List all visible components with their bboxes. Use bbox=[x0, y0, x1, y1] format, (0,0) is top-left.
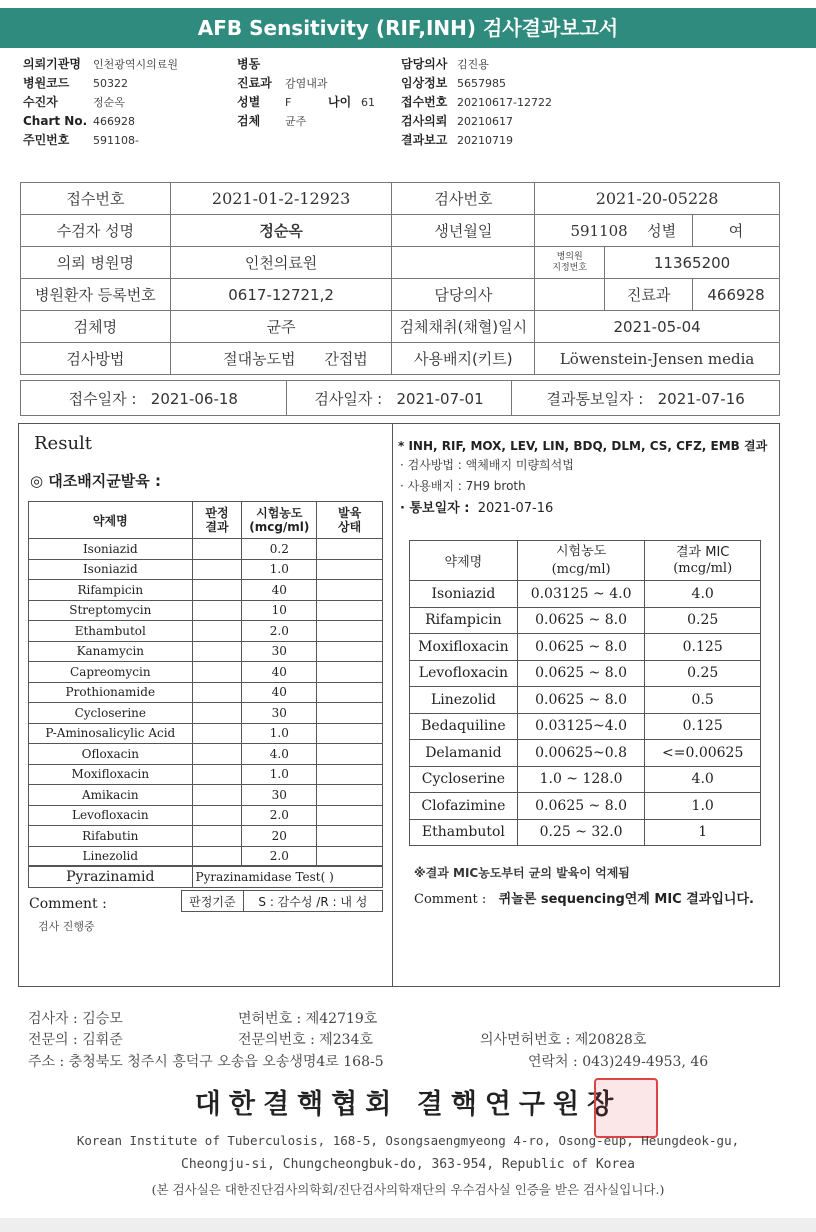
pza-label: Pyrazinamid bbox=[29, 866, 193, 888]
table-row bbox=[29, 846, 383, 867]
reg-no-label: 접수번호 bbox=[21, 183, 171, 215]
judgement bbox=[192, 703, 242, 724]
table-row bbox=[410, 660, 761, 687]
concentration: 1.0 bbox=[242, 559, 317, 580]
specimen-label: 검체명 bbox=[21, 311, 171, 343]
drug-name: Ofloxacin bbox=[29, 744, 193, 765]
judgement bbox=[192, 744, 242, 765]
mic-drug-name: Levofloxacin bbox=[410, 660, 518, 687]
judgement bbox=[192, 764, 242, 785]
license-no: 면허번호 : 제42719호 bbox=[238, 1011, 378, 1027]
judgement bbox=[192, 682, 242, 703]
date-row bbox=[20, 380, 780, 416]
judgement bbox=[192, 805, 242, 826]
drug-name: Amikacin bbox=[29, 785, 193, 806]
concentration: 40 bbox=[242, 580, 317, 601]
mic-notify: · 통보일자 : 2021-07-16 bbox=[400, 501, 554, 516]
eng-address-1: Korean Institute of Tuberculosis, 168-5, Osongsaengmyeong 4-ro, Osong-eup, Heungdeok-gu, bbox=[76, 1133, 740, 1148]
criteria-value: S : 감수성 /R : 내 성 bbox=[243, 891, 382, 912]
table-row bbox=[410, 766, 761, 793]
mic-result: <=0.00625 bbox=[645, 740, 761, 767]
concentration: 40 bbox=[242, 662, 317, 683]
notify-date: 결과통보일자 : 2021-07-16 bbox=[512, 381, 780, 416]
mic-heading: * INH, RIF, MOX, LEV, LIN, BDQ, DLM, CS, CFZ, EMB 결과 bbox=[398, 439, 768, 453]
concentration: 1.0 bbox=[242, 723, 317, 744]
table-row bbox=[29, 559, 383, 580]
header-col1: 의뢰기관명 인천광역시의료원 병원코드 50322 수진자 정순옥 Chart No. 466928 주민번호 591108- bbox=[23, 57, 179, 147]
concentration: 2.0 bbox=[242, 805, 317, 826]
concentration: 40 bbox=[242, 682, 317, 703]
mic-drug-name: Isoniazid bbox=[410, 581, 518, 608]
comment-label: Comment : bbox=[29, 896, 107, 912]
table-row bbox=[410, 581, 761, 608]
contact: 연락처 : 043)249-4953, 46 bbox=[528, 1054, 709, 1070]
judgement bbox=[192, 580, 242, 601]
mic-result: 0.25 bbox=[645, 607, 761, 634]
mic-drug-name: Rifampicin bbox=[410, 607, 518, 634]
mic-range: 0.03125 ~ 4.0 bbox=[517, 581, 645, 608]
concentration: 2.0 bbox=[242, 846, 317, 867]
patient-name: 정순옥 bbox=[170, 215, 392, 247]
mic-result: 0.25 bbox=[645, 660, 761, 687]
table-row bbox=[29, 580, 383, 601]
hospital-name: 인천의료원 bbox=[170, 247, 392, 279]
growth bbox=[317, 662, 383, 683]
mic-col-range: 시험농도 (mcg/ml) bbox=[517, 541, 645, 581]
col-growth: 발육 상태 bbox=[317, 502, 383, 539]
patient-label: 수검자 성명 bbox=[21, 215, 171, 247]
growth bbox=[317, 764, 383, 785]
table-row bbox=[29, 723, 383, 744]
table-row bbox=[29, 764, 383, 785]
drug-name: Moxifloxacin bbox=[29, 764, 193, 785]
drug-name: Isoniazid bbox=[29, 539, 193, 560]
growth bbox=[317, 785, 383, 806]
judgement bbox=[192, 559, 242, 580]
table-row bbox=[410, 793, 761, 820]
mic-medium: · 사용배지 : 7H9 broth bbox=[400, 479, 526, 493]
org-name: 대한결핵협회 결핵연구원장 bbox=[194, 1089, 622, 1120]
concentration: 30 bbox=[242, 785, 317, 806]
mic-range: 0.0625 ~ 8.0 bbox=[517, 687, 645, 714]
growth bbox=[317, 641, 383, 662]
hospital-label: 의뢰 병원명 bbox=[21, 247, 171, 279]
reg-patient: 0617-12721,2 bbox=[170, 279, 392, 311]
dob: 591108 성별 bbox=[535, 215, 693, 247]
recv-date: 접수일자 : 2021-06-18 bbox=[21, 381, 287, 416]
col-drug: 약제명 bbox=[29, 502, 193, 539]
concentration: 30 bbox=[242, 641, 317, 662]
growth bbox=[317, 826, 383, 847]
doctor-label: 담당의사 bbox=[392, 279, 535, 311]
mic-drug-name: Clofazimine bbox=[410, 793, 518, 820]
table-row bbox=[29, 682, 383, 703]
mic-range: 0.0625 ~ 8.0 bbox=[517, 793, 645, 820]
official-seal bbox=[594, 1078, 658, 1138]
test-no: 2021-20-05228 bbox=[535, 183, 780, 215]
concentration: 20 bbox=[242, 826, 317, 847]
mic-range: 1.0 ~ 128.0 bbox=[517, 766, 645, 793]
mic-range: 0.03125~4.0 bbox=[517, 713, 645, 740]
table-row bbox=[29, 703, 383, 724]
mic-drug-name: Ethambutol bbox=[410, 819, 518, 846]
eng-address-2: Cheongju-si, Chungcheongbuk-do, 363-954, Republic of Korea bbox=[181, 1157, 635, 1172]
mic-table bbox=[409, 540, 761, 846]
judgement bbox=[192, 539, 242, 560]
concentration: 4.0 bbox=[242, 744, 317, 765]
specimen-info-table bbox=[20, 182, 780, 375]
table-row bbox=[410, 607, 761, 634]
mic-range: 0.00625~0.8 bbox=[517, 740, 645, 767]
mic-range: 0.0625 ~ 8.0 bbox=[517, 607, 645, 634]
drug-name: Isoniazid bbox=[29, 559, 193, 580]
table-row bbox=[29, 826, 383, 847]
table-row bbox=[29, 641, 383, 662]
hosp-code-label-cell: 병의원 지정번호 bbox=[535, 247, 605, 279]
drug-name: Rifampicin bbox=[29, 580, 193, 601]
mic-col-drug: 약제명 bbox=[410, 541, 518, 581]
concentration: 1.0 bbox=[242, 764, 317, 785]
header-col3: 담당의사 김진용 임상정보 5657985 접수번호 20210617-12722 검사의뢰 20210617 결과보고 20210719 bbox=[401, 57, 552, 147]
col-judgement: 판정 결과 bbox=[192, 502, 242, 539]
judgement bbox=[192, 662, 242, 683]
mic-result: 0.125 bbox=[645, 634, 761, 661]
mic-drug-name: Cycloserine bbox=[410, 766, 518, 793]
drug-name: P-Aminosalicylic Acid bbox=[29, 723, 193, 744]
judgement bbox=[192, 641, 242, 662]
concentration: 10 bbox=[242, 600, 317, 621]
test-no-label: 검사번호 bbox=[392, 183, 535, 215]
sensitivity-table bbox=[28, 501, 383, 867]
mic-method: · 검사방법 : 액체배지 미량희석법 bbox=[400, 458, 574, 472]
concentration: 0.2 bbox=[242, 539, 317, 560]
mic-drug-name: Linezolid bbox=[410, 687, 518, 714]
hosp-code: 11365200 bbox=[605, 247, 780, 279]
sex: 여 bbox=[693, 215, 780, 247]
mic-drug-name: Delamanid bbox=[410, 740, 518, 767]
criteria-label: 판정기준 bbox=[182, 891, 244, 912]
hosp-code-label bbox=[392, 247, 535, 279]
control-growth: ◎ 대조배지균발육 : bbox=[30, 472, 161, 490]
mic-range: 0.0625 ~ 8.0 bbox=[517, 660, 645, 687]
mic-result: 0.125 bbox=[645, 713, 761, 740]
drug-name: Cycloserine bbox=[29, 703, 193, 724]
growth bbox=[317, 805, 383, 826]
table-row bbox=[29, 662, 383, 683]
table-row bbox=[410, 819, 761, 846]
mic-result: 1 bbox=[645, 819, 761, 846]
pza-value: Pyrazinamidase Test( ) bbox=[192, 866, 382, 888]
method: 절대농도법 간접법 bbox=[170, 343, 392, 375]
reg-patient-label: 병원환자 등록번호 bbox=[21, 279, 171, 311]
collect-date: 2021-05-04 bbox=[535, 311, 780, 343]
drug-name: Linezolid bbox=[29, 846, 193, 867]
dept: 466928 bbox=[693, 279, 780, 311]
growth bbox=[317, 580, 383, 601]
growth bbox=[317, 539, 383, 560]
table-row bbox=[29, 805, 383, 826]
method-label: 검사방법 bbox=[21, 343, 171, 375]
examiner: 검사자 : 김승모 bbox=[28, 1011, 123, 1027]
doctor bbox=[535, 279, 605, 311]
mic-comment: Comment : 퀴놀론 sequencing연계 MIC 결과입니다. bbox=[414, 892, 754, 907]
doctor-license-no: 의사면허번호 : 제20828호 bbox=[480, 1032, 647, 1048]
judgement bbox=[192, 785, 242, 806]
medium: Löwenstein-Jensen media bbox=[535, 343, 780, 375]
criteria bbox=[181, 890, 383, 912]
mic-note: ※결과 MIC농도부터 균의 발육이 억제됨 bbox=[414, 866, 630, 880]
drug-name: Streptomycin bbox=[29, 600, 193, 621]
concentration: 30 bbox=[242, 703, 317, 724]
col-concentration: 시험농도 (mcg/ml) bbox=[242, 502, 317, 539]
mic-result: 4.0 bbox=[645, 581, 761, 608]
growth bbox=[317, 621, 383, 642]
collect-label: 검체채취(채혈)일시 bbox=[392, 311, 535, 343]
mic-range: 0.25 ~ 32.0 bbox=[517, 819, 645, 846]
table-row bbox=[29, 600, 383, 621]
mic-result: 4.0 bbox=[645, 766, 761, 793]
growth bbox=[317, 682, 383, 703]
drug-name: Kanamycin bbox=[29, 641, 193, 662]
specialist-no: 전문의번호 : 제234호 bbox=[238, 1032, 374, 1048]
address: 주소 : 충청북도 청주시 흥덕구 오송읍 오송생명4로 168-5 bbox=[28, 1054, 384, 1070]
test-date: 검사일자 : 2021-07-01 bbox=[286, 381, 512, 416]
judgement bbox=[192, 600, 242, 621]
medium-label: 사용배지(키트) bbox=[392, 343, 535, 375]
report-title: AFB Sensitivity (RIF,INH) 검사결과보고서 bbox=[0, 8, 816, 48]
mic-col-result: 결과 MIC (mcg/ml) bbox=[645, 541, 761, 581]
drug-name: Prothionamide bbox=[29, 682, 193, 703]
growth bbox=[317, 744, 383, 765]
drug-name: Ethambutol bbox=[29, 621, 193, 642]
table-row bbox=[410, 634, 761, 661]
concentration: 2.0 bbox=[242, 621, 317, 642]
table-row bbox=[29, 785, 383, 806]
certification: (본 검사실은 대한진단검사의학회/진단검사의학재단의 우수검사실 인증을 받은 검사실입니다.) bbox=[151, 1182, 665, 1197]
table-row bbox=[410, 740, 761, 767]
reg-no: 2021-01-2-12923 bbox=[170, 183, 392, 215]
drug-name: Rifabutin bbox=[29, 826, 193, 847]
growth bbox=[317, 559, 383, 580]
growth bbox=[317, 600, 383, 621]
table-row bbox=[410, 713, 761, 740]
result-heading: Result bbox=[34, 433, 93, 454]
judgement bbox=[192, 846, 242, 867]
mic-drug-name: Bedaquiline bbox=[410, 713, 518, 740]
table-row bbox=[29, 621, 383, 642]
growth bbox=[317, 846, 383, 867]
judgement bbox=[192, 723, 242, 744]
mic-result: 1.0 bbox=[645, 793, 761, 820]
judgement bbox=[192, 621, 242, 642]
table-row bbox=[29, 539, 383, 560]
specimen: 균주 bbox=[170, 311, 392, 343]
growth bbox=[317, 703, 383, 724]
dob-label: 생년월일 bbox=[392, 215, 535, 247]
table-row bbox=[410, 687, 761, 714]
table-row bbox=[29, 744, 383, 765]
mic-result: 0.5 bbox=[645, 687, 761, 714]
dept-label: 진료과 bbox=[605, 279, 693, 311]
bottom-band bbox=[0, 1218, 816, 1232]
comment-value: 검사 진행중 bbox=[38, 920, 95, 933]
mic-range: 0.0625 ~ 8.0 bbox=[517, 634, 645, 661]
header-col2: 병동 진료과 감염내과 성별 F 나이 61 검체 균주 bbox=[237, 57, 375, 128]
growth bbox=[317, 723, 383, 744]
judgement bbox=[192, 826, 242, 847]
mic-drug-name: Moxifloxacin bbox=[410, 634, 518, 661]
drug-name: Capreomycin bbox=[29, 662, 193, 683]
specialist: 전문의 : 김휘준 bbox=[28, 1032, 123, 1048]
pza-row bbox=[28, 865, 383, 888]
drug-name: Levofloxacin bbox=[29, 805, 193, 826]
